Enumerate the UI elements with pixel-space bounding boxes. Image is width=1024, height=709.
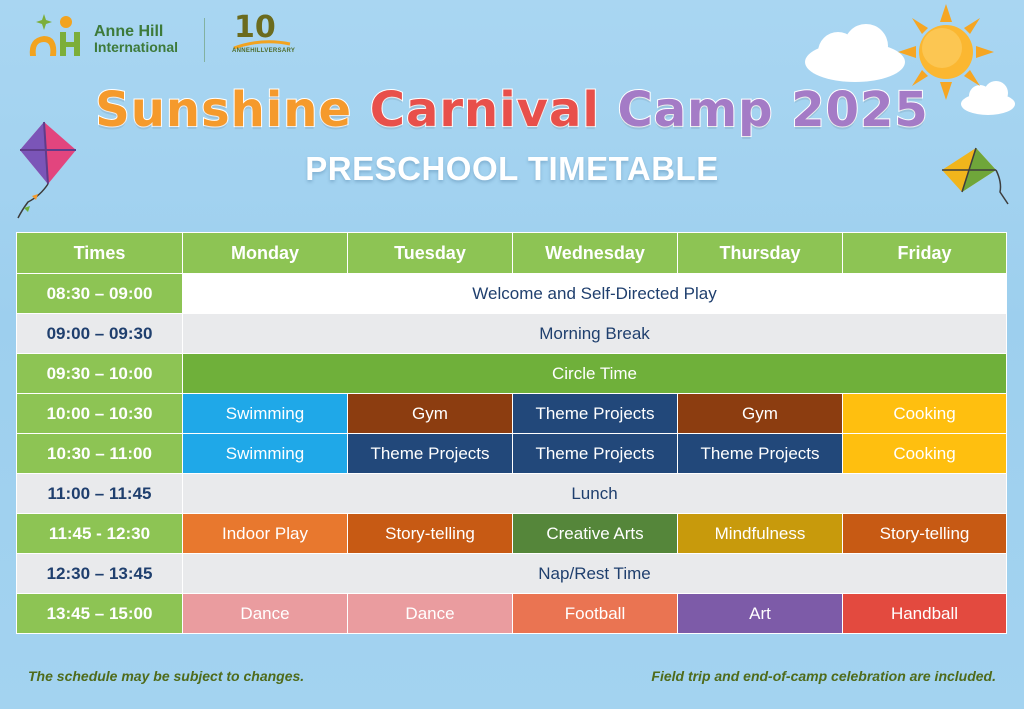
title-sunshine: Sunshine [95,82,353,138]
time-cell: 10:30 – 11:00 [17,434,183,474]
column-header: Wednesday [513,233,678,274]
time-cell: 11:00 – 11:45 [17,474,183,514]
time-cell: 09:30 – 10:00 [17,354,183,394]
activity-cell: Theme Projects [513,434,678,474]
table-row [17,274,1007,314]
table-row [17,394,1007,434]
timetable-subtitle: PRESCHOOL TIMETABLE [305,150,719,187]
table-row [17,474,1007,514]
cloud-illustration [800,22,910,84]
activity-cell: Handball [843,594,1007,634]
activity-cell: Dance [348,594,513,634]
timetable [16,232,1007,634]
activity-cell: Football [513,594,678,634]
time-cell: 09:00 – 09:30 [17,314,183,354]
title-camp-year: Camp 2025 [617,82,929,138]
activity-cell: Theme Projects [678,434,843,474]
activity-cell: Nap/Rest Time [183,554,1007,594]
activity-cell: Gym [678,394,843,434]
time-cell: 11:45 - 12:30 [17,514,183,554]
activity-cell: Swimming [183,394,348,434]
brand-logo [24,10,324,70]
activity-cell: Dance [183,594,348,634]
brand-line1: Anne Hill [94,23,164,40]
column-header: Times [17,233,183,274]
time-cell: 12:30 – 13:45 [17,554,183,594]
table-header-row [17,233,1007,274]
activity-cell: Morning Break [183,314,1007,354]
activity-cell: Creative Arts [513,514,678,554]
activity-cell: Swimming [183,434,348,474]
schedule-change-note: The schedule may be subject to changes. [28,668,305,684]
camp-title [0,82,1024,138]
time-cell: 13:45 – 15:00 [17,594,183,634]
table-row [17,314,1007,354]
activity-cell: Lunch [183,474,1007,514]
activity-cell: Indoor Play [183,514,348,554]
activity-cell: Theme Projects [513,394,678,434]
activity-cell: Story-telling [843,514,1007,554]
table-row [17,514,1007,554]
time-cell: 08:30 – 09:00 [17,274,183,314]
brand-name [94,24,178,54]
activity-cell: Welcome and Self-Directed Play [183,274,1007,314]
column-header: Monday [183,233,348,274]
anniversary-caption: ANNEHILLVERSARY [232,48,296,54]
logo-divider [204,18,205,62]
activity-cell: Mindfulness [678,514,843,554]
activity-cell: Circle Time [183,354,1007,394]
anniversary-badge [224,10,314,66]
table-row [17,594,1007,634]
column-header: Tuesday [348,233,513,274]
activity-cell: Cooking [843,394,1007,434]
included-activities-note: Field trip and end-of-camp celebration are included. [651,668,996,684]
column-header: Thursday [678,233,843,274]
table-row [17,434,1007,474]
activity-cell: Gym [348,394,513,434]
activity-cell: Cooking [843,434,1007,474]
activity-cell: Theme Projects [348,434,513,474]
activity-cell: Story-telling [348,514,513,554]
anne-hill-logo-icon [24,10,88,66]
activity-cell: Art [678,594,843,634]
title-carnival: Carnival [369,82,600,138]
table-row [17,354,1007,394]
brand-line2: International [94,39,179,55]
anniversary-number: 10 [234,10,276,45]
time-cell: 10:00 – 10:30 [17,394,183,434]
column-header: Friday [843,233,1007,274]
table-row [17,554,1007,594]
